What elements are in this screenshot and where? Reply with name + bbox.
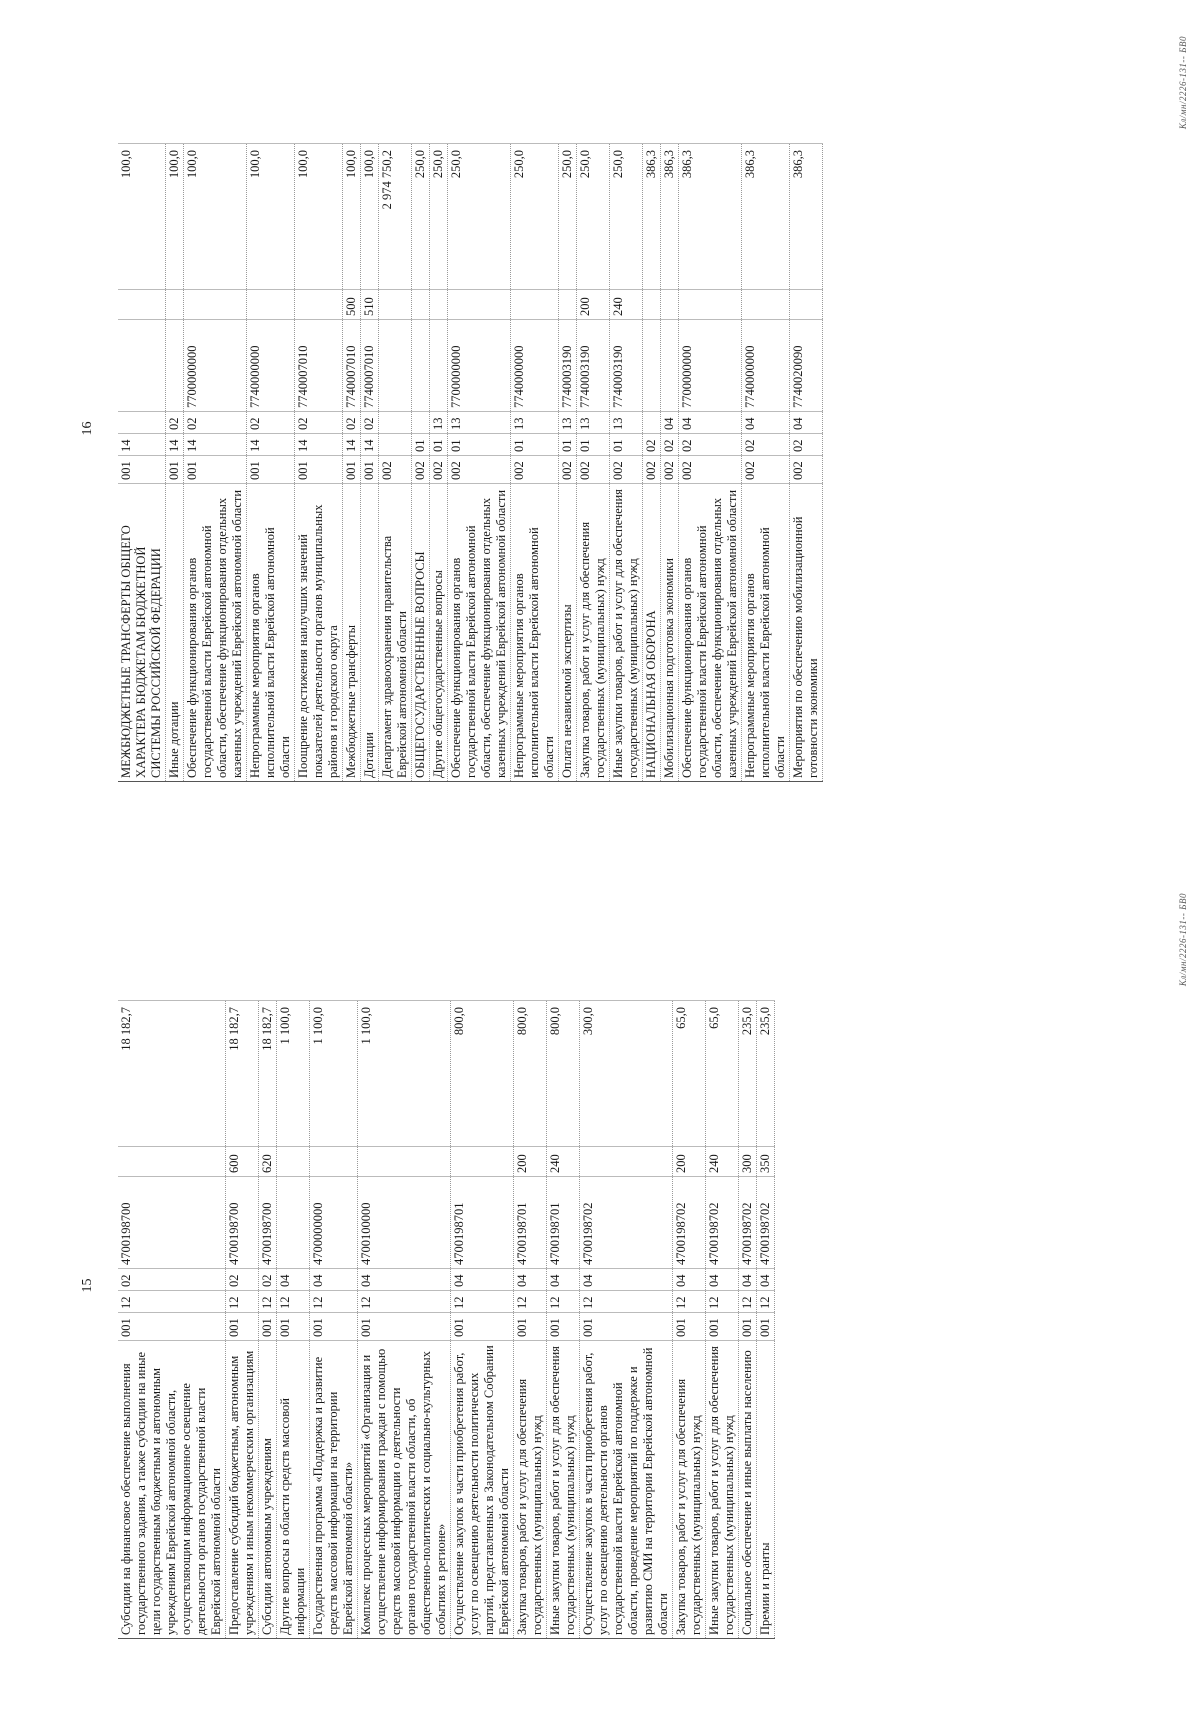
expense-type-code: 300 (739, 1147, 757, 1177)
budget-table (118, 1000, 775, 1639)
target-article-code: 4700198702 (580, 1177, 673, 1269)
target-article-code: 7740003190 (559, 320, 577, 412)
vedomstvo-code: 002 (448, 456, 511, 484)
target-article-code: 4700000000 (310, 1177, 358, 1269)
podrazdel-code (643, 412, 661, 434)
vedomstvo-code: 001 (451, 1313, 514, 1341)
table-row (259, 1001, 277, 1639)
expense-type-code (277, 1147, 310, 1177)
podrazdel-code: 02 (247, 412, 295, 434)
amount: 300,0 (580, 1001, 673, 1147)
expense-type-code (430, 290, 448, 320)
vedomstvo-code: 002 (661, 456, 679, 484)
target-article-code: 4700198700 (259, 1177, 277, 1269)
row-name: Осуществление закупок в части приобретения работ, услуг по освещению деятельности органов государственной власти Еврейской автономной области, проведение мероприятий по поддержке и развитию СМИ на территории Еврейской автономной области (580, 1341, 673, 1639)
target-article-code (118, 320, 166, 412)
expense-type-code (295, 290, 343, 320)
table-row (661, 144, 679, 782)
row-name: МЕЖБЮДЖЕТНЫЕ ТРАНСФЕРТЫ ОБЩЕГО ХАРАКТЕРА БЮДЖЕТАМ БЮДЖЕТНОЙ СИСТЕМЫ РОССИЙСКОЙ ФЕДЕРАЦИИ (118, 484, 166, 782)
row-name: НАЦИОНАЛЬНАЯ ОБОРОНА (643, 484, 661, 782)
expense-type-code: 600 (226, 1147, 259, 1177)
amount: 100,0 (343, 144, 361, 290)
razdel-code: 02 (661, 434, 679, 456)
vedomstvo-code: 001 (310, 1313, 358, 1341)
amount: 100,0 (184, 144, 247, 290)
razdel-code: 12 (706, 1291, 739, 1313)
podrazdel-code: 04 (757, 1269, 775, 1291)
expense-type-code (166, 290, 184, 320)
expense-type-code (358, 1147, 451, 1177)
razdel-code: 02 (679, 434, 742, 456)
page-15 (0, 857, 1200, 1714)
expense-type-code (790, 290, 823, 320)
amount: 800,0 (451, 1001, 514, 1147)
table-row (514, 1001, 547, 1639)
expense-type-code: 200 (577, 290, 610, 320)
vedomstvo-code: 002 (742, 456, 790, 484)
row-name: Другие общегосударственные вопросы (430, 484, 448, 782)
amount: 250,0 (559, 144, 577, 290)
razdel-code: 14 (343, 434, 361, 456)
table-row (451, 1001, 514, 1639)
table-row (580, 1001, 673, 1639)
amount: 18 182,7 (118, 1001, 226, 1147)
row-name: Иные закупки товаров, работ и услуг для обеспечения государственных (муниципальных) нужд (706, 1341, 739, 1639)
target-article-code: 7740007010 (361, 320, 379, 412)
target-article-code: 7700000000 (184, 320, 247, 412)
row-name: Предоставление субсидий бюджетным, автономным учреждениям и иным некоммерческим организациям (226, 1341, 259, 1639)
expense-type-code (247, 290, 295, 320)
vedomstvo-code: 001 (247, 456, 295, 484)
row-name: Субсидии автономным учреждениям (259, 1341, 277, 1639)
amount: 1 100,0 (277, 1001, 310, 1147)
podrazdel-code: 02 (118, 1269, 226, 1291)
table-body (118, 1001, 775, 1639)
target-article-code (430, 320, 448, 412)
vedomstvo-code: 002 (430, 456, 448, 484)
table-row (295, 144, 343, 782)
podrazdel-code: 04 (358, 1269, 451, 1291)
table-row (790, 144, 823, 782)
amount: 18 182,7 (259, 1001, 277, 1147)
vedomstvo-code: 001 (343, 456, 361, 484)
table-row (379, 144, 412, 782)
target-article-code: 4700198702 (706, 1177, 739, 1269)
target-article-code (166, 320, 184, 412)
amount: 100,0 (118, 144, 166, 290)
podrazdel-code: 04 (277, 1269, 310, 1291)
razdel-code: 12 (514, 1291, 547, 1313)
row-name: Поощрение достижения наилучших значений показателей деятельности органов муниципальных районов и городского округа (295, 484, 343, 782)
table-row (412, 144, 430, 782)
row-name: Другие вопросы в области средств массовой информации (277, 1341, 310, 1639)
amount: 800,0 (547, 1001, 580, 1147)
table-row (559, 144, 577, 782)
vedomstvo-code: 002 (559, 456, 577, 484)
razdel-code: 12 (277, 1291, 310, 1313)
podrazdel-code: 02 (343, 412, 361, 434)
razdel-code: 12 (451, 1291, 514, 1313)
row-name: Государственная программа «Поддержка и развитие средств массовой информации на территории Еврейской автономной области» (310, 1341, 358, 1639)
expense-type-code (643, 290, 661, 320)
podrazdel-code: 04 (451, 1269, 514, 1291)
amount: 2 974 750,2 (379, 144, 412, 290)
vedomstvo-code: 001 (295, 456, 343, 484)
razdel-code: 01 (577, 434, 610, 456)
razdel-code: 12 (580, 1291, 673, 1313)
expense-type-code (448, 290, 511, 320)
amount: 235,0 (739, 1001, 757, 1147)
row-name: Оплата независимой экспертизы (559, 484, 577, 782)
razdel-code: 12 (739, 1291, 757, 1313)
razdel-code: 12 (310, 1291, 358, 1313)
row-name: Обеспечение функционирования органов государственной власти Еврейской автономной области, обеспечение функционирования отдельных казенных учреждений Еврейской автономной области (448, 484, 511, 782)
podrazdel-code: 04 (739, 1269, 757, 1291)
vedomstvo-code: 001 (118, 1313, 226, 1341)
amount: 1 100,0 (358, 1001, 451, 1147)
target-article-code (379, 320, 412, 412)
expense-type-code (184, 290, 247, 320)
razdel-code: 01 (610, 434, 643, 456)
row-name: Непрограммные мероприятия органов исполнительной власти Еврейской автономной области (511, 484, 559, 782)
podrazdel-code: 13 (430, 412, 448, 434)
expense-type-code (679, 290, 742, 320)
amount: 800,0 (514, 1001, 547, 1147)
table-row (226, 1001, 259, 1639)
table-row (673, 1001, 706, 1639)
amount: 100,0 (295, 144, 343, 290)
target-article-code: 4700198702 (673, 1177, 706, 1269)
vedomstvo-code: 002 (379, 456, 412, 484)
expense-type-code: 200 (514, 1147, 547, 1177)
table-row (184, 144, 247, 782)
vedomstvo-code: 001 (757, 1313, 775, 1341)
row-name: Непрограммные мероприятия органов исполнительной власти Еврейской автономной области (247, 484, 295, 782)
table-row (310, 1001, 358, 1639)
amount: 1 100,0 (310, 1001, 358, 1147)
row-name: Осуществление закупок в части приобретения работ, услуг по освещению деятельности политических партий, представленных в Законодательном Собрании Еврейской автономной области (451, 1341, 514, 1639)
podrazdel-code: 13 (559, 412, 577, 434)
vedomstvo-code: 001 (739, 1313, 757, 1341)
podrazdel-code (118, 412, 166, 434)
razdel-code: 01 (412, 434, 430, 456)
row-name: Дотации (361, 484, 379, 782)
target-article-code: 4700198701 (451, 1177, 514, 1269)
page-number: 15 (80, 1278, 95, 1293)
razdel-code: 12 (226, 1291, 259, 1313)
expense-type-code (118, 290, 166, 320)
target-article-code: 7700000000 (679, 320, 742, 412)
razdel-code: 14 (361, 434, 379, 456)
vedomstvo-code: 001 (277, 1313, 310, 1341)
row-name: Обеспечение функционирования органов государственной власти Еврейской автономной области, обеспечение функционирования отдельных казенных учреждений Еврейской автономной области (679, 484, 742, 782)
table-row (547, 1001, 580, 1639)
row-name: Департамент здравоохранения правительства Еврейской автономной области (379, 484, 412, 782)
table-row (166, 144, 184, 782)
row-name: Иные дотации (166, 484, 184, 782)
vedomstvo-code: 002 (412, 456, 430, 484)
amount: 100,0 (166, 144, 184, 290)
target-article-code: 7740003190 (577, 320, 610, 412)
table-row (361, 144, 379, 782)
podrazdel-code: 13 (610, 412, 643, 434)
razdel-code: 02 (643, 434, 661, 456)
expense-type-code: 240 (547, 1147, 580, 1177)
target-article-code: 4700198700 (118, 1177, 226, 1269)
expense-type-code (412, 290, 430, 320)
document-stamp: Кл/мн/2226-131-- БВ0 (1178, 893, 1188, 987)
vedomstvo-code: 001 (361, 456, 379, 484)
podrazdel-code: 04 (514, 1269, 547, 1291)
table-row (247, 144, 295, 782)
amount: 386,3 (790, 144, 823, 290)
target-article-code (661, 320, 679, 412)
amount: 250,0 (610, 144, 643, 290)
vedomstvo-code: 001 (184, 456, 247, 484)
vedomstvo-code: 001 (706, 1313, 739, 1341)
vedomstvo-code: 001 (580, 1313, 673, 1341)
vedomstvo-code: 002 (610, 456, 643, 484)
podrazdel-code: 02 (184, 412, 247, 434)
target-article-code: 7740007010 (343, 320, 361, 412)
razdel-code: 02 (742, 434, 790, 456)
podrazdel-code: 04 (673, 1269, 706, 1291)
table-row (118, 1001, 226, 1639)
amount: 65,0 (673, 1001, 706, 1147)
row-name: Социальное обеспечение и иные выплаты населению (739, 1341, 757, 1639)
row-name: Иные закупки товаров, работ и услуг для обеспечения государственных (муниципальных) нужд (547, 1341, 580, 1639)
amount: 18 182,7 (226, 1001, 259, 1147)
table-row (643, 144, 661, 782)
amount: 100,0 (361, 144, 379, 290)
razdel-code: 01 (511, 434, 559, 456)
expense-type-code (511, 290, 559, 320)
podrazdel-code: 02 (361, 412, 379, 434)
vedomstvo-code: 001 (673, 1313, 706, 1341)
table-row (577, 144, 610, 782)
expense-type-code (559, 290, 577, 320)
podrazdel-code: 02 (259, 1269, 277, 1291)
vedomstvo-code: 001 (118, 456, 166, 484)
amount: 386,3 (742, 144, 790, 290)
row-name: Закупка товаров, работ и услуг для обеспечения государственных (муниципальных) нужд (673, 1341, 706, 1639)
amount: 65,0 (706, 1001, 739, 1147)
podrazdel-code: 02 (226, 1269, 259, 1291)
row-name: Обеспечение функционирования органов государственной власти Еврейской автономной области, обеспечение функционирования отдельных казенных учреждений Еврейской автономной области (184, 484, 247, 782)
vedomstvo-code: 002 (790, 456, 823, 484)
row-name: Мероприятия по обеспечению мобилизационной готовности экономики (790, 484, 823, 782)
podrazdel-code: 04 (679, 412, 742, 434)
expense-type-code (661, 290, 679, 320)
podrazdel-code: 04 (742, 412, 790, 434)
table-row (742, 144, 790, 782)
vedomstvo-code: 002 (511, 456, 559, 484)
table-row (679, 144, 742, 782)
vedomstvo-code: 002 (679, 456, 742, 484)
razdel-code: 12 (118, 1291, 226, 1313)
razdel-code: 12 (757, 1291, 775, 1313)
podrazdel-code: 02 (166, 412, 184, 434)
razdel-code (379, 434, 412, 456)
row-name: Премии и гранты (757, 1341, 775, 1639)
razdel-code: 14 (166, 434, 184, 456)
expense-type-code: 500 (343, 290, 361, 320)
table-row (358, 1001, 451, 1639)
vedomstvo-code: 001 (514, 1313, 547, 1341)
podrazdel-code: 04 (706, 1269, 739, 1291)
target-article-code: 4700198701 (514, 1177, 547, 1269)
target-article-code: 4700198702 (739, 1177, 757, 1269)
podrazdel-code: 04 (790, 412, 823, 434)
row-name: Субсидии на финансовое обеспечение выполнения государственного задания, а также субсидии на иные цели государственным бюджетным и автономным учреждениям Еврейской автономной области, осуществляющим информационное освещение деятельности органов государственной власти Еврейской автономной области (118, 1341, 226, 1639)
razdel-code: 12 (358, 1291, 451, 1313)
target-article-code: 7740000000 (511, 320, 559, 412)
amount: 250,0 (412, 144, 430, 290)
amount: 386,3 (643, 144, 661, 290)
row-name: Закупка товаров, работ и услуг для обеспечения государственных (муниципальных) нужд (577, 484, 610, 782)
podrazdel-code: 04 (310, 1269, 358, 1291)
amount: 100,0 (247, 144, 295, 290)
razdel-code: 14 (295, 434, 343, 456)
razdel-code: 12 (673, 1291, 706, 1313)
amount: 386,3 (661, 144, 679, 290)
expense-type-code (451, 1147, 514, 1177)
row-name: Комплекс процессных мероприятий «Организация и осуществление информирования граждан с помощью средств массовой информации о деятельности органов государственной власти области, об общественно-политических и социально-культурных событиях в регионе» (358, 1341, 451, 1639)
podrazdel-code: 02 (295, 412, 343, 434)
expense-type-code: 620 (259, 1147, 277, 1177)
target-article-code: 4700198701 (547, 1177, 580, 1269)
podrazdel-code: 13 (448, 412, 511, 434)
expense-type-code (580, 1147, 673, 1177)
row-name: Иные закупки товаров, работ и услуг для обеспечения государственных (муниципальных) нужд (610, 484, 643, 782)
expense-type-code (742, 290, 790, 320)
row-name: Непрограммные мероприятия органов исполнительной власти Еврейской автономной области (742, 484, 790, 782)
expense-type-code: 510 (361, 290, 379, 320)
expense-type-code (379, 290, 412, 320)
table-row (277, 1001, 310, 1639)
target-article-code (277, 1177, 310, 1269)
table-body (118, 144, 823, 782)
vedomstvo-code: 001 (547, 1313, 580, 1341)
expense-type-code (118, 1147, 226, 1177)
podrazdel-code (412, 412, 430, 434)
page-number: 16 (80, 421, 95, 436)
podrazdel-code: 13 (511, 412, 559, 434)
amount: 250,0 (511, 144, 559, 290)
amount: 250,0 (577, 144, 610, 290)
target-article-code: 4700198700 (226, 1177, 259, 1269)
row-name: Закупка товаров, работ и услуг для обеспечения государственных (муниципальных) нужд (514, 1341, 547, 1639)
razdel-code: 14 (184, 434, 247, 456)
podrazdel-code (379, 412, 412, 434)
table-row (757, 1001, 775, 1639)
row-name: Мобилизационная подготовка экономики (661, 484, 679, 782)
table-row (448, 144, 511, 782)
budget-table (118, 143, 823, 782)
document-stamp: Кл/мн/2226-131-- БВ0 (1178, 36, 1188, 130)
expense-type-code: 240 (610, 290, 643, 320)
target-article-code: 7740000000 (247, 320, 295, 412)
table-row (118, 144, 166, 782)
vedomstvo-code: 002 (643, 456, 661, 484)
expense-type-code (310, 1147, 358, 1177)
vedomstvo-code: 001 (358, 1313, 451, 1341)
target-article-code: 7740007010 (295, 320, 343, 412)
razdel-code: 12 (259, 1291, 277, 1313)
vedomstvo-code: 001 (259, 1313, 277, 1341)
table-row (739, 1001, 757, 1639)
razdel-code: 01 (448, 434, 511, 456)
vedomstvo-code: 001 (226, 1313, 259, 1341)
amount: 386,3 (679, 144, 742, 290)
razdel-code: 01 (430, 434, 448, 456)
target-article-code: 7740003190 (610, 320, 643, 412)
podrazdel-code: 04 (547, 1269, 580, 1291)
table-row (610, 144, 643, 782)
row-name: Межбюджетные трансферты (343, 484, 361, 782)
table-row (511, 144, 559, 782)
expense-type-code: 200 (673, 1147, 706, 1177)
table-row (706, 1001, 739, 1639)
razdel-code: 01 (559, 434, 577, 456)
target-article-code (412, 320, 430, 412)
razdel-code: 14 (247, 434, 295, 456)
target-article-code: 7740000000 (742, 320, 790, 412)
razdel-code: 14 (118, 434, 166, 456)
target-article-code: 7740020090 (790, 320, 823, 412)
podrazdel-code: 04 (661, 412, 679, 434)
podrazdel-code: 04 (580, 1269, 673, 1291)
table-row (430, 144, 448, 782)
target-article-code (643, 320, 661, 412)
vedomstvo-code: 001 (166, 456, 184, 484)
row-name: ОБЩЕГОСУДАРСТВЕННЫЕ ВОПРОСЫ (412, 484, 430, 782)
amount: 250,0 (430, 144, 448, 290)
target-article-code: 4700198702 (757, 1177, 775, 1269)
razdel-code: 12 (547, 1291, 580, 1313)
table-row (343, 144, 361, 782)
vedomstvo-code: 002 (577, 456, 610, 484)
podrazdel-code: 13 (577, 412, 610, 434)
amount: 235,0 (757, 1001, 775, 1147)
target-article-code: 4700100000 (358, 1177, 451, 1269)
expense-type-code: 350 (757, 1147, 775, 1177)
target-article-code: 7700000000 (448, 320, 511, 412)
razdel-code: 02 (790, 434, 823, 456)
expense-type-code: 240 (706, 1147, 739, 1177)
amount: 250,0 (448, 144, 511, 290)
